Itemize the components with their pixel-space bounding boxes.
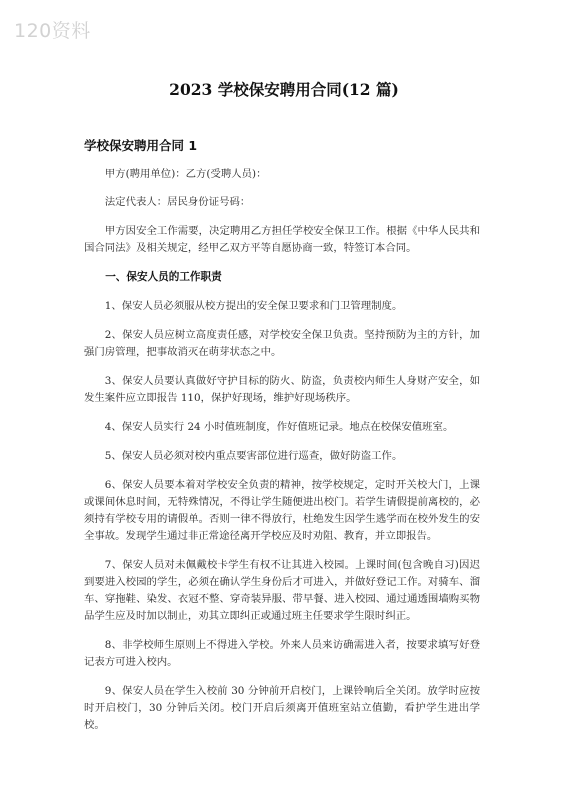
duty-item-2: 2、保安人员应树立高度责任感，对学校安全保卫负责。坚持预防为主的方针，加强门房管理，把事故消灭在萌芽状态之中。 bbox=[84, 329, 480, 358]
duty-item-1: 1、保安人员必须服从校方提出的安全保卫要求和门卫管理制度。 bbox=[104, 300, 403, 312]
duty-item-7: 7、保安人员对未佩戴校卡学生有权不让其进入校园。上课时间(包含晚自习)因迟到要进入校园的学生，必须在确认学生身份后才可进入，并做好登记工作。对骑车、溜车、穿拖鞋、染发、衣冠不整、穿奇装异服、带早餐、进入校园、通过通透围墙购买物品学生应及时加以制止，劝其立即纠正或通过班主任要求学生限时纠正。 bbox=[84, 559, 480, 622]
duty-item-3: 3、保安人员要认真做好守护目标的防火、防盗，负责校内师生人身财产安全，如发生案件应立即报告 110，保护好现场，维护好现场秩序。 bbox=[84, 375, 480, 404]
duty-item-8: 8、非学校师生原则上不得进入学校。外来人员来访确需进入者，按要求填写好登记表方可进入校内。 bbox=[84, 639, 480, 668]
parties-line-1: 甲方(聘用单位)：乙方(受聘人员)： bbox=[104, 168, 267, 180]
parties-line-2: 法定代表人：居民身份证号码： bbox=[104, 196, 251, 208]
document-title: 2023 学校保安聘用合同(12 篇) bbox=[169, 80, 399, 99]
watermark: 120资料 bbox=[14, 20, 91, 42]
duty-item-4: 4、保安人员实行 24 小时值班制度，作好值班记录。地点在校保安值班室。 bbox=[104, 421, 454, 433]
intro-paragraph: 甲方因安全工作需要，决定聘用乙方担任学校安全保卫工作。根据《中华人民共和国合同法》及相关规定，经甲乙双方平等自愿协商一致，特签订本合同。 bbox=[84, 225, 480, 254]
duty-item-5: 5、保安人员必须对校内重点要害部位进行巡查，做好防盗工作。 bbox=[104, 450, 403, 462]
chapter-heading: 一、保安人员的工作职责 bbox=[105, 271, 222, 283]
duty-item-9: 9、保安人员在学生入校前 30 分钟前开启校门，上课铃响后全关闭。放学时应按时开启校门，30 分钟后关闭。校门开启后须离开值班室站立值勤，看护学生进出学校。 bbox=[84, 685, 480, 731]
duty-item-6: 6、保安人员要本着对学校安全负责的精神，按学校规定，定时开关校大门，上课或课间休息时间，无特殊情况，不得让学生随便进出校门。若学生请假提前离校的，必须持有学校专用的请假单。否则一律不得放行，杜绝发生因学生逃学而在校外发生的安全事故。发现学生通过非正常途径离开学校应及时劝阻、教育，并立即报告。 bbox=[84, 479, 480, 542]
section-title: 学校保安聘用合同 1 bbox=[84, 138, 198, 153]
document-body bbox=[84, 166, 480, 734]
